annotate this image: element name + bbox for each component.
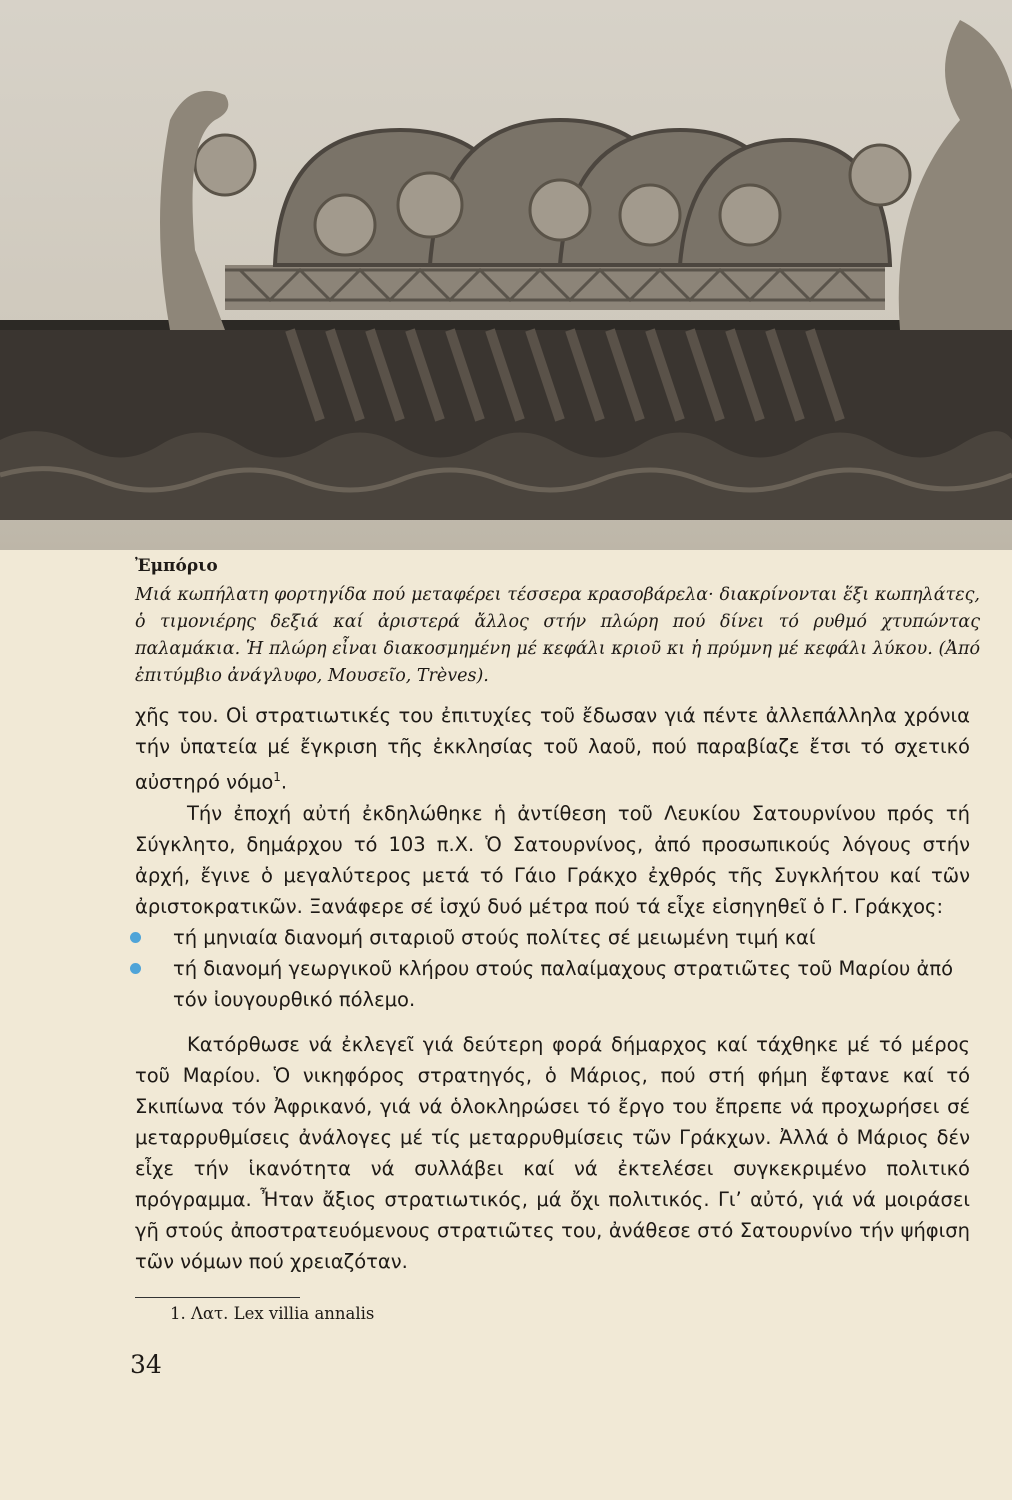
footnote-divider — [135, 1297, 300, 1298]
paragraph-3: Κατόρθωσε νά ἐκλεγεῖ γιά δεύτερη φορά δήμαρχος καί τάχθηκε μέ τό μέρος τοῦ Μαρίου. Ὁ νικηφόρος στρατηγός, ὁ Μάριος, πού στή φήμη ἔφτανε καί τό Σκιπίωνα τόν Ἀφρικανό, γιά νά ὁλοκληρώσει τό ἔργο του ἔπρεπε νά προχωρήσει σέ μεταρρυθμίσεις ἀνάλογες μέ τίς μεταρρυθμίσεις τῶν Γράκχων. Ἀλλά ὁ Μάριος δέν εἶχε τήν ἱκανότητα νά συλλάβει καί νά ἐκτελέσει συγκεκριμένο πολιτικό πρόγραμμα. Ἦταν ἄξιος στρατιωτικός, μά ὄχι πολιτικός. Γι’ αὐτό, γιά νά μοιράσει γῆ στούς ἀποστρατευόμενους στρατιῶτες του, ἀνάθεσε στό Σατουρνίνο τήν ψήφιση τῶν νόμων πού χρειαζόταν. — [135, 1032, 970, 1273]
bullet-list — [135, 922, 970, 1015]
list-item — [135, 922, 970, 953]
figure-caption — [135, 556, 980, 690]
footnote: 1. Λατ. Lex villia annalis — [170, 1304, 375, 1323]
page-number: 34 — [130, 1350, 162, 1379]
bullet-dot-icon — [130, 963, 141, 974]
paragraph-1-text: χῆς του. Οἱ στρατιωτικές του ἐπιτυχίες τοῦ ἔδωσαν γιά πέντε ἀλλεπάλληλα χρόνια τήν ὑπατεία μέ ἔγκριση τῆς ἐκκλησίας τοῦ λαοῦ, πού παραβίαζε ἔτσι τό σχετικό αὐστηρό νόμο — [135, 704, 970, 794]
ship-relief-image — [0, 0, 1012, 550]
relief-photograph — [0, 0, 1012, 550]
footnote-reference: 1 — [273, 770, 281, 784]
list-item — [135, 953, 970, 1015]
paragraph-1-end: . — [280, 770, 288, 794]
wolf-head-stern — [899, 20, 1012, 330]
bullet-item-text: τή διανομή γεωργικοῦ κλήρου στούς παλαίμαχους στρατιῶτες τοῦ Μαρίου ἀπό τόν ἰουγουρθικό πόλεμο. — [173, 956, 954, 1011]
paragraph-1 — [135, 700, 970, 798]
ship-railing — [225, 265, 885, 310]
main-text — [135, 700, 970, 1277]
bullet-dot-icon — [130, 932, 141, 943]
caption-text: Μιά κωπήλατη φορτηγίδα πού μεταφέρει τέσσερα κρασοβάρελα· διακρίνονται ἕξι κωπηλάτες, ὁ τιμονιέρης δεξιά καί ἀριστερά ἄλλος στήν πλώρη πού δίνει τό ρυθμό χτυπώντας παλαμάκια. Ἡ πλώρη εἶναι διακοσμημένη μέ κεφάλι κριοῦ κι ἡ πρύμνη μέ κεφάλι λύκου. (Ἀπό ἐπιτύμβιο ἀνάγλυφο, Μουσεῖο, Trèves). — [135, 585, 980, 686]
bullet-item-text: τή μηνιαία διανομή σιταριοῦ στούς πολίτες σέ μειωμένη τιμή καί — [173, 925, 816, 949]
caption-title: Ἐμπόριο — [135, 556, 218, 576]
ram-head-prow — [160, 91, 228, 330]
paragraph-2: Τήν ἐποχή αὐτή ἐκδηλώθηκε ἡ ἀντίθεση τοῦ Λευκίου Σατουρνίνου πρός τή Σύγκλητο, δημάρχου τό 103 π.Χ. Ὁ Σατουρνίνος, ἀπό προσωπικούς λόγους στήν ἀρχή, ἔγινε ὁ μεγαλύτερος μετά τό Γάιο Γράκχο ἐχθρός τῆς Συγκλήτου καί τῶν ἀριστοκρατικῶν. Ξανάφερε σέ ἰσχύ δυό μέτρα πού τά εἶχε εἰσηγηθεῖ ὁ Γ. Γράκχος: — [135, 801, 970, 918]
